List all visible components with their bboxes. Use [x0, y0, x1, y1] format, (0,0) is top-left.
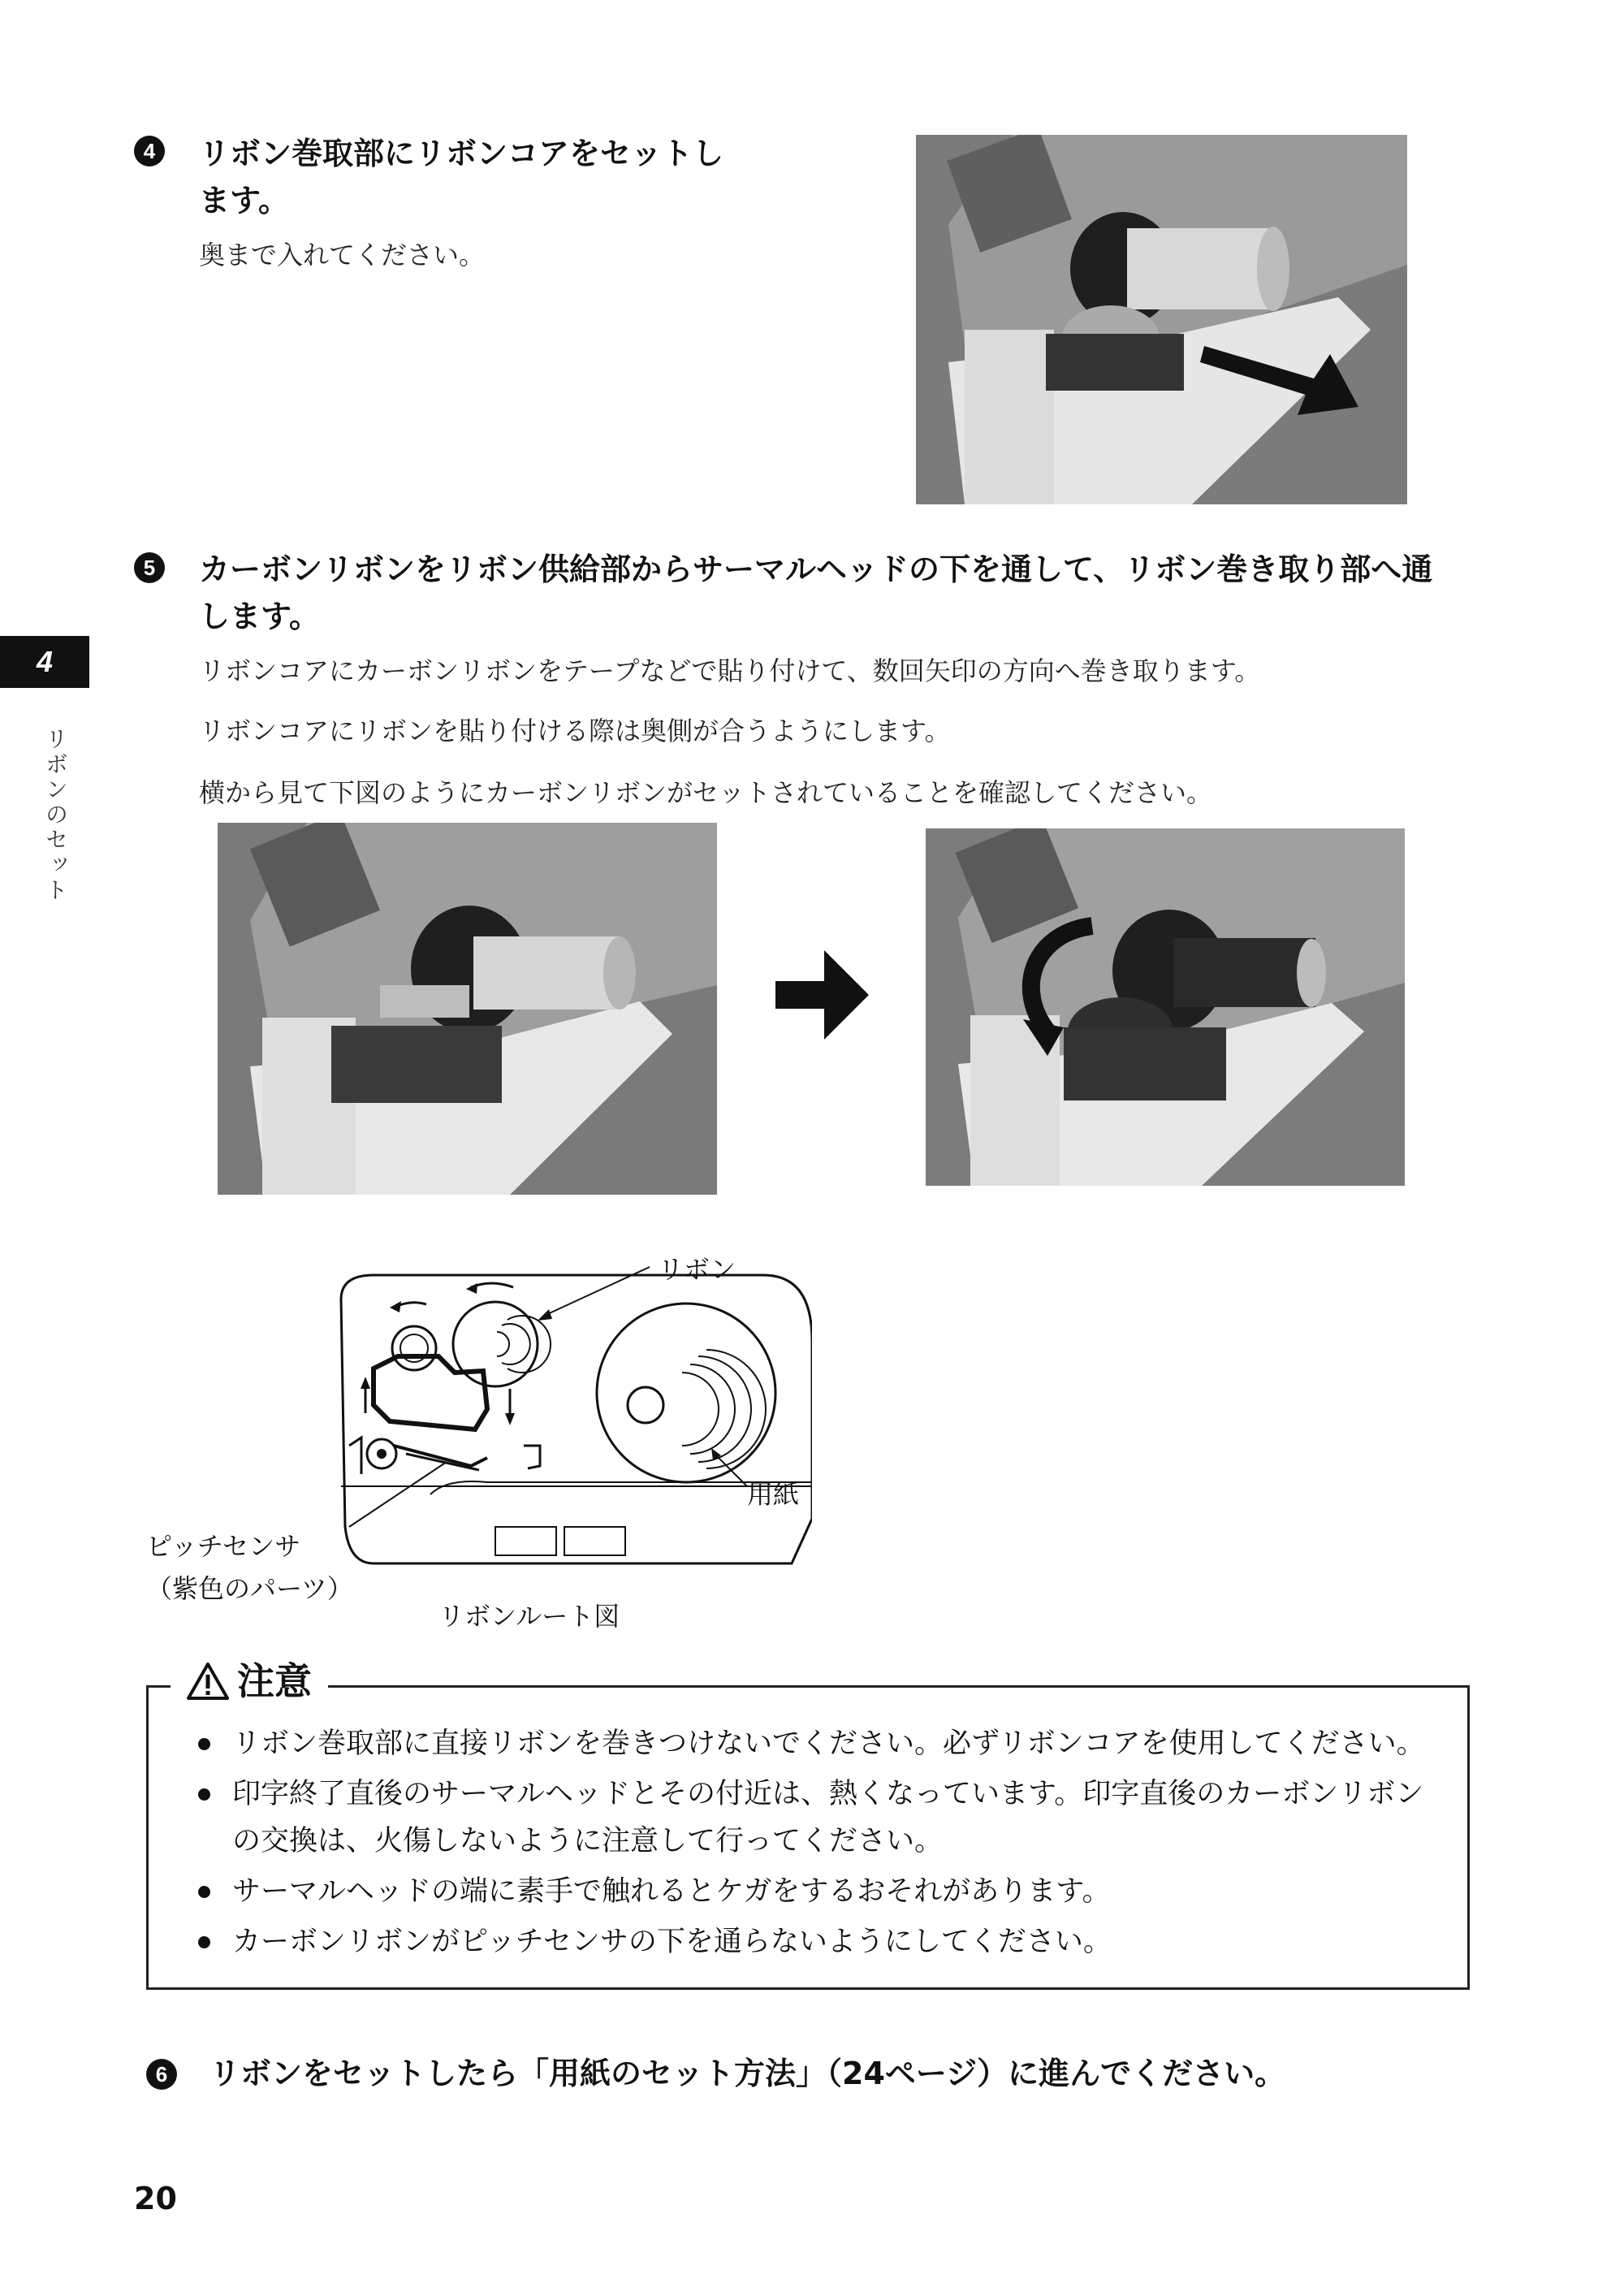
- photo-ribbon-after-wind: [926, 828, 1405, 1186]
- step5-number: 5: [134, 552, 165, 583]
- diagram-caption: リボンルート図: [438, 1601, 620, 1632]
- step5-para3: 横から見て下図のようにカーボンリボンがセットされていることを確認してください。: [199, 777, 1213, 808]
- chapter-label: リボンのセット: [42, 727, 69, 903]
- diagram-label-pitch-sensor: ピッチセンサ （紫色のパーツ）: [146, 1531, 353, 1604]
- caution-list: [193, 1720, 1460, 1965]
- step6-number: 6: [146, 2059, 177, 2090]
- step4-heading: リボン巻取部にリボンコアをセットし ます。: [199, 136, 724, 218]
- step5-para1: リボンコアにカーボンリボンをテープなどで貼り付けて、数回矢印の方向へ巻き取ります。: [199, 655, 1261, 686]
- diagram-label-ribbon: リボン: [658, 1254, 736, 1285]
- diagram-label-paper: 用紙: [747, 1479, 800, 1510]
- caution-title-text: 注意: [237, 1659, 312, 1703]
- caution-list-container: [193, 1720, 1460, 1969]
- caution-item: 印字終了直後のサーマルヘッドとその付近は、熱くなっています。印字直後のカーボンリボン の交換は、火傷しないように注意して行ってください。: [193, 1771, 1460, 1865]
- photo-ribbon-core-insert: [916, 135, 1407, 504]
- step5-heading: カーボンリボンをリボン供給部からサーマルヘッドの下を通して、リボン巻き取り部へ通 します。: [199, 551, 1433, 634]
- ribbon-route-diagram: [325, 1251, 812, 1592]
- caution-item: リボン巻取部に直接リボンを巻きつけないでください。必ずリボンコアを使用してください。: [193, 1720, 1460, 1767]
- step6-text: リボンをセットしたら「用紙のセット方法」（24ページ）に進んでください。: [209, 2056, 1286, 2091]
- step4-body: 奥まで入れてください。: [199, 240, 486, 270]
- arrow-right-icon: [775, 950, 869, 1040]
- chapter-tab: 4: [0, 636, 89, 688]
- caution-item: サーマルヘッドの端に素手で触れるとケガをするおそれがあります。: [193, 1868, 1460, 1915]
- step4-number: 4: [134, 136, 165, 166]
- warning-triangle-icon: [187, 1662, 229, 1701]
- step5-para2: リボンコアにリボンを貼り付ける際は奥側が合うようにします。: [199, 716, 951, 746]
- photo-ribbon-before-wind: [218, 823, 717, 1195]
- caution-title: [171, 1649, 328, 1714]
- page-number: 20: [134, 2181, 177, 2216]
- caution-item: カーボンリボンがピッチセンサの下を通らないようにしてください。: [193, 1918, 1460, 1965]
